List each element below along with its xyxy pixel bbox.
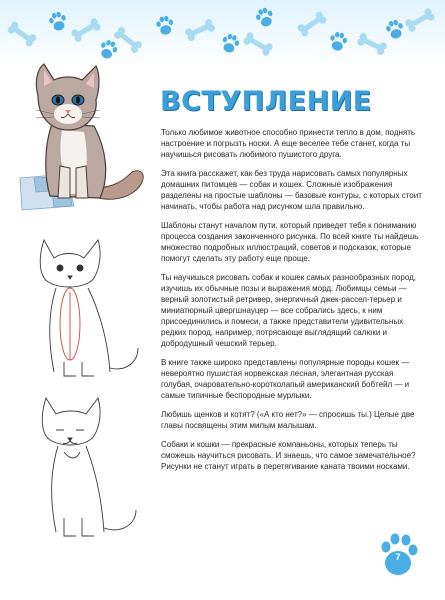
paw-icon: [254, 6, 276, 29]
article-paragraph: Любишь щенков и котят? («А кто нет?» — спросишь ты.) Целые две главы посвящены этим милым малышам.: [161, 410, 415, 430]
bone-icon: [184, 18, 216, 42]
bone-icon: [70, 17, 102, 43]
cat-illustration-finished: [14, 56, 154, 216]
bone-icon: [113, 26, 144, 55]
article-paragraph: В книге также широко представлены популярные породы кошек — невероятно пушистая норвежская лесная, элегантная русская голубая, очаровательно-коротколапый американский бобтейл — и самые типичные беспородные мурлыки.: [161, 358, 410, 400]
article-body: [161, 127, 423, 480]
paw-icon: [328, 31, 348, 52]
bone-icon: [296, 10, 327, 38]
paw-icon: [220, 32, 241, 54]
article-paragraph: Только любимое животное способно принести тепло в дом, поднять настроение и погрызть носки. А еще веселее тебе станет, когда ты научишься рисовать любимого пушистого друга.: [161, 128, 416, 159]
article-paragraph: Собаки и кошки — прекрасные компаньоны, которых теперь ты сможешь научиться рисовать. И знаешь, что самое замечательное? Рисунки не станут играть в перетягивание каната твоими носками.: [161, 440, 416, 471]
cat-illustration-lineart: [30, 392, 150, 542]
paw-icon: [155, 15, 175, 36]
page-title: ВСТУПЛЕНИЕ: [160, 86, 372, 117]
cat-illustration-sketch: [30, 232, 150, 382]
bone-icon: [404, 7, 436, 33]
article-paragraph: Ты научишься рисовать собак и кошек самых разнообразных пород, изучишь их обычные позы и выражения морд. Любимцы семьи — верный золотистый ретривер, энергичный джек-рассел-терьер и миниатюрный цвергшнауцер — все собрались здесь, к ним присоединились и помеси, а также представители удивительных редких пород, например, потрясающе выглядящий салюки и добродушный чешский терьер.: [161, 273, 416, 348]
page-number: 7: [395, 552, 401, 562]
bone-icon: [356, 32, 388, 56]
article-paragraph: Эта книга расскажет, как без труда нарисовать самых популярных домашних питомцев — собак и кошек. Сложные изображения разделены на простые шаблоны — базовые контуры, с которых стоит начинать, чтобы работа над рисунком шла правильно.: [161, 169, 422, 211]
bone-icon: [6, 20, 37, 48]
article-paragraph: Шаблоны станут началом пути, который приведет тебя к пониманию процесса создания законченного рисунка. По всей книге ты найдешь множество подробных иллюстраций, советов и подсказок, которые помогут сделать эту работу еще проще.: [161, 221, 419, 263]
paw-icon: [48, 10, 69, 32]
paw-icon: [385, 18, 406, 40]
bone-icon: [242, 31, 274, 57]
paw-icon: [380, 533, 430, 585]
